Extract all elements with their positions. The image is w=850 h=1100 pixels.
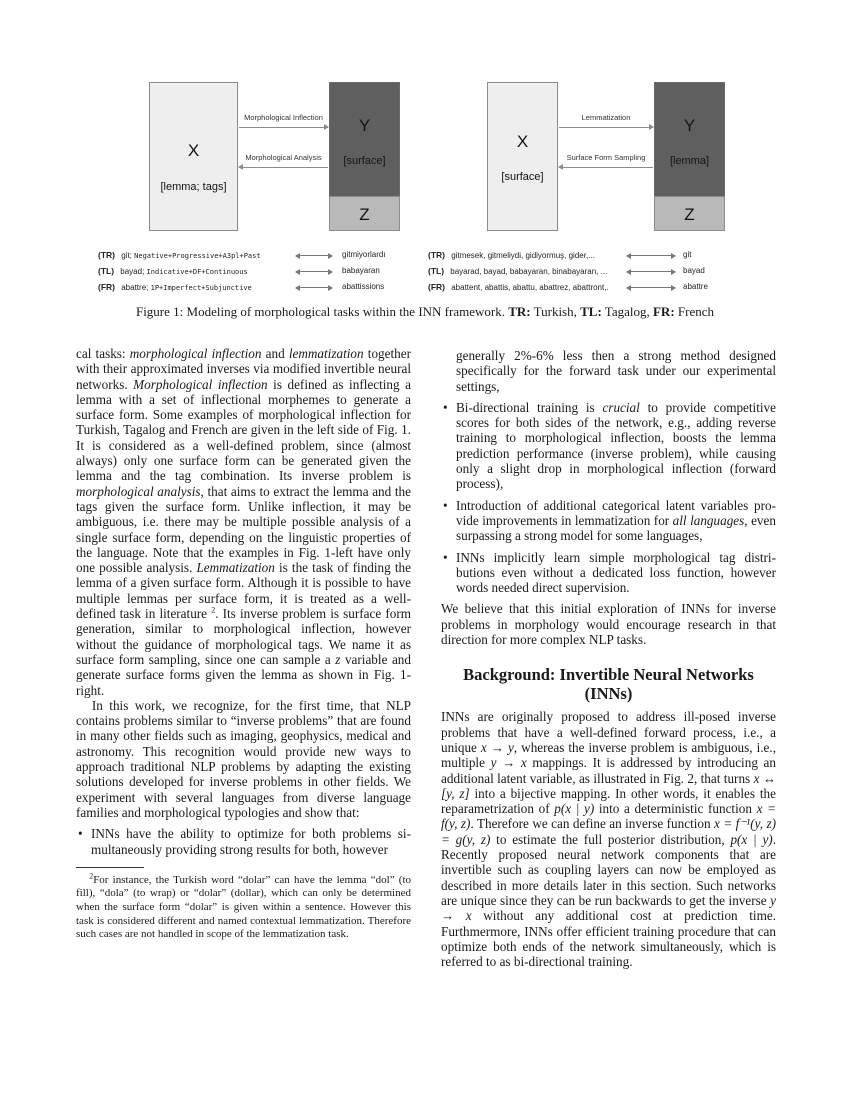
right-inverse-arrow xyxy=(559,167,653,168)
contribution-item-1: • INNs have the ability to optimize for both problems simultaneously providing strong results for both, however xyxy=(76,826,411,857)
right-example-fr-output: abattre xyxy=(683,282,708,291)
left-y-subtitle: [surface] xyxy=(343,155,386,167)
contribution-item-4: • INNs implicitly learn simple morphological tag distributions even without a dedicated loss function, however words needed direct supervision. xyxy=(441,550,776,596)
left-z-box xyxy=(329,196,400,231)
right-forward-label: Lemmatization xyxy=(581,113,631,122)
right-example-tl: (TL) bayarad, bayad, babayaran, binabayaran, ... xyxy=(428,266,608,276)
left-x-subtitle: [lemma; tags] xyxy=(160,181,227,193)
right-inverse-label: Surface Form Sampling xyxy=(566,153,646,162)
paragraph-intro-tasks: cal tasks: morphological inflection and lemmatization together with their approximated inverses via modified invertible neural networks. Morphological inflection is defined as inflecting a lemma with a set of inflectional morphemes to generate a surface form. Some examples of morphological inflection for Turkish, Tagalog and French are given in the left side of Fig. 1. It is considered as a well-defined problem, since (almost always) only one surface form can be generated given the lemma and the tag combination. Its inverse problem is morphological analysis, that aims to extract the lemma and the tags given the surface form. Unlike inflection, it may be ambiguous, i.e. there may be multiple possible analysis of a single surface form, depending on the linguistic properties of the language. Note that the examples in Fig. 1-left have only one possible analysis. Lemmatization is the task of finding the lemma of a given surface form. Although it is possible to have multiple lemmas per surface form, it is treated as a well-defined task in literature $^2$. Its inverse problem is surface form generation, similar to morphological inflection, however without the guidance of morphological tags. We name it as surface form sampling, since one can sample a z variable and generate surface forms given the lemma as shown in Fig. 1-right. xyxy=(76,346,412,698)
right-x-subtitle: [surface] xyxy=(501,171,544,183)
right-example-tl-arrow xyxy=(627,271,675,272)
right-z-box xyxy=(654,196,725,231)
right-y-title: Y xyxy=(683,116,696,135)
section-title-background: Background: Invertible Neural Networks (INNs) xyxy=(463,665,754,704)
right-example-tr: (TR) gitmesek, gitmeliydi, gidiyormuş, gider,... xyxy=(428,250,595,260)
paragraph-conclusion: We believe that this initial exploration of INNs for inverse problems in morphology would encourage research in that direction for more complex NLP tasks. xyxy=(441,601,776,648)
right-example-fr: (FR) abattent, abattis, abattu, abattrez, abattront,. xyxy=(428,282,609,292)
left-example-tr-output: gitmiyorlardı xyxy=(342,250,386,259)
right-x-title: X xyxy=(516,132,529,151)
right-example-fr-arrow xyxy=(627,287,675,288)
contribution-item-1-continued: generally 2%-6% less then a strong method designed specifically for the forward task under our experimental settings, xyxy=(456,348,776,394)
left-example-tl: (TL) bayad; Indicative+DF+Continuous xyxy=(98,266,248,276)
paragraph-contribution: In this work, we recognize, for the first time, that NLP contains problems similar to “inverse problems” that are found in many other fields such as imaging, geophysics, medical and astronomy. This recognition would provide new ways to approach traditional NLP problems by adapting the existing solutions developed for inverse problems in other fields. We experiment with several languages from diverse language families and morphological typologies and show that: xyxy=(76,697,411,820)
right-example-tr-output: git xyxy=(683,250,692,259)
footnote-divider xyxy=(76,867,144,868)
right-example-tr-arrow xyxy=(627,255,675,256)
left-example-fr-output: abattissions xyxy=(342,282,385,291)
right-forward-arrow xyxy=(559,127,653,128)
left-forward-arrow xyxy=(239,127,328,128)
figure-caption: Figure 1: Modeling of morphological tasks within the INN framework. TR: Turkish, TL: Tagalog, FR: French xyxy=(135,304,715,319)
right-column xyxy=(441,348,776,969)
left-example-tr-arrow xyxy=(296,255,332,256)
contribution-list-continued xyxy=(441,400,776,596)
figure-1 xyxy=(0,0,850,300)
left-column xyxy=(76,346,411,942)
left-y-title: Y xyxy=(358,116,371,135)
contribution-list xyxy=(76,826,411,857)
left-y-box xyxy=(329,82,400,197)
paragraph-background: INNs are originally proposed to address ill-posed inverse problems that have a well-defined forward process, i.e., a unique x → y, whereas the inverse problem is ambiguous, i.e., multiple y → x mappings. It is addressed by introducing an additional latent variable, as illustrated in Fig. 2, that turns x ↔ [y, z] into a bijective mapping. In other words, it enables the reparametrization of p(x | y) into a deterministic function x = f(y, z). Therefore we can define an inverse function x = f⁻¹(y, z) = g(y, z) to estimate the full posterior distribution, p(x | y). Recently proposed neural network components that are invertible such as coupling layers can now be employed as described in more details later in this section. Such networks are unique since they can be run backwards to get the inverse y → x without any additional cost at prediction time. Furthmermore, INNs offer efficient training procedure that can optimize both ends of the network simultaneously, which is referred to as bi-directional training. xyxy=(441,709,777,970)
left-inverse-arrow xyxy=(239,167,328,168)
left-example-fr: (FR) abattre; 1P+Imperfect+Subjunctive xyxy=(98,282,252,292)
right-example-tl-output: bayad xyxy=(683,266,705,275)
contribution-item-2: • Bi-directional training is crucial to provide competitive scores for both sides of the network, e.g., adding reverse training to morphological inflection, boosts the lemma prediction performance (inverse problem), while causing only a slight drop in morphological inflection (forward process), xyxy=(441,400,776,492)
footnote-2: $^2$For instance, the Turkish word “dolar” can have the lemma “dol” (to fill), “dola” (to wrap) or “dolar” (dollar), which can only be determined when the surface form “dolar” is given within a sentence. However this task is considered different and named contextual lemmatization. Therefore such cases are not handled in scope of the lemmatization task. xyxy=(76,871,411,941)
left-x-title: X xyxy=(187,141,200,160)
left-x-box xyxy=(149,82,238,231)
left-inverse-label: Morphological Analysis xyxy=(245,153,322,162)
right-y-box xyxy=(654,82,725,197)
left-example-tl-arrow xyxy=(296,271,332,272)
right-z-title: Z xyxy=(684,205,695,224)
contribution-item-3: • Introduction of additional categorical latent variables provide improvements in lemmatization for all languages, even surpassing a strong model for some languages, xyxy=(441,498,776,544)
right-y-subtitle: [lemma] xyxy=(669,155,710,167)
footnote-ref-2[interactable]: 2 xyxy=(211,605,216,615)
right-x-box xyxy=(487,82,558,231)
left-forward-label: Morphological Inflection xyxy=(244,113,323,122)
left-z-title: Z xyxy=(359,205,370,224)
left-example-tl-output: babayaran xyxy=(342,266,380,275)
left-example-fr-arrow xyxy=(296,287,332,288)
left-example-tr: (TR) git; Negative+Progressive+A3pl+Past xyxy=(98,250,261,260)
